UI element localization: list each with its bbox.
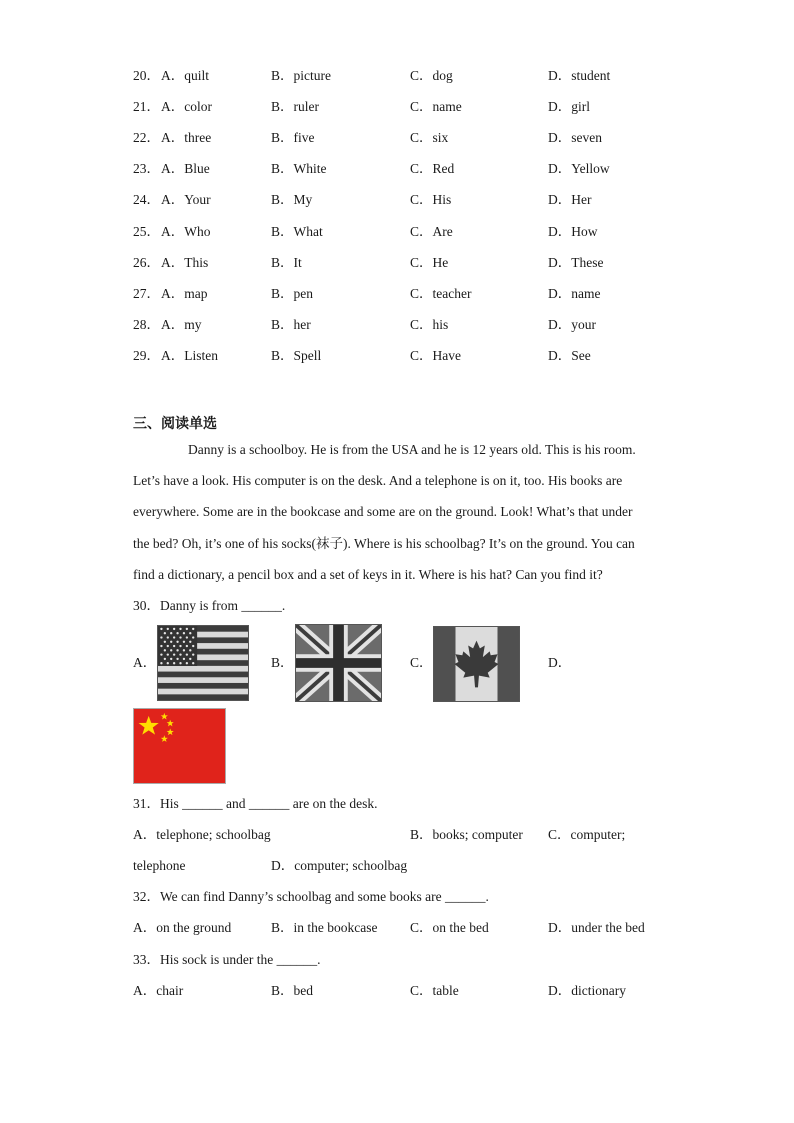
- option-b[interactable]: B．It: [271, 255, 302, 270]
- option-c[interactable]: C．teacher: [410, 286, 472, 301]
- option-label-a[interactable]: A．: [133, 655, 157, 670]
- question-30-stem: 30．Danny is from ______.: [133, 598, 286, 613]
- option-c[interactable]: C．his: [410, 317, 449, 332]
- question-row: [0, 66, 794, 86]
- question-number: 28．: [133, 317, 160, 332]
- question-row: [0, 315, 794, 335]
- option-b[interactable]: B．books; computer: [410, 827, 523, 842]
- question-number: 26．: [133, 255, 160, 270]
- question-number: 25．: [133, 224, 160, 239]
- section-title: 三、阅读单选: [133, 416, 217, 432]
- option-b[interactable]: B．five: [271, 130, 315, 145]
- question-33-options: [0, 981, 794, 1001]
- option-c[interactable]: C．His: [410, 192, 452, 207]
- question-number: 20．: [133, 68, 160, 83]
- option-a[interactable]: A．my: [161, 317, 202, 332]
- passage-line: everywhere. Some are in the bookcase and some are on the ground. Look! What’s that under: [133, 504, 633, 519]
- option-d[interactable]: D．How: [548, 224, 598, 239]
- option-c[interactable]: C．Have: [410, 348, 461, 363]
- option-d[interactable]: D．Her: [548, 192, 592, 207]
- usa-flag-icon[interactable]: [157, 625, 249, 701]
- option-a[interactable]: A．Listen: [161, 348, 218, 363]
- question-31-stem: 31．His ______ and ______ are on the desk.: [133, 796, 378, 811]
- question-number: 22．: [133, 130, 160, 145]
- option-a[interactable]: A．This: [161, 255, 209, 270]
- option-c[interactable]: C．on the bed: [410, 920, 489, 935]
- option-d[interactable]: D．name: [548, 286, 601, 301]
- option-c[interactable]: C．dog: [410, 68, 453, 83]
- option-d[interactable]: D．your: [548, 317, 596, 332]
- option-c-continued[interactable]: telephone: [133, 858, 186, 873]
- option-a[interactable]: A．map: [161, 286, 208, 301]
- question-number: 27．: [133, 286, 160, 301]
- option-b[interactable]: B．in the bookcase: [271, 920, 378, 935]
- option-d[interactable]: D．seven: [548, 130, 602, 145]
- option-c[interactable]: C．table: [410, 983, 459, 998]
- option-c[interactable]: C．He: [410, 255, 449, 270]
- passage-line: find a dictionary, a pencil box and a set of keys in it. Where is his hat? Can you find it?: [133, 567, 603, 582]
- passage-line: Let’s have a look. His computer is on the desk. And a telephone is on it, too. His books are: [133, 473, 623, 488]
- question-row: [0, 346, 794, 366]
- option-a[interactable]: A．telephone; schoolbag: [133, 827, 271, 842]
- option-a[interactable]: A．quilt: [161, 68, 210, 83]
- question-row: [0, 190, 794, 210]
- option-b[interactable]: B．ruler: [271, 99, 319, 114]
- option-b[interactable]: B．bed: [271, 983, 313, 998]
- option-b[interactable]: B．What: [271, 224, 323, 239]
- option-c[interactable]: C．name: [410, 99, 462, 114]
- option-c[interactable]: C．Red: [410, 161, 455, 176]
- option-d[interactable]: D．computer; schoolbag: [271, 858, 408, 873]
- question-row: [0, 97, 794, 117]
- question-row: [0, 159, 794, 179]
- question-33-stem: 33．His sock is under the ______.: [133, 952, 321, 967]
- option-a[interactable]: A．chair: [133, 983, 184, 998]
- option-b[interactable]: B．pen: [271, 286, 313, 301]
- option-c[interactable]: C．computer;: [548, 827, 626, 842]
- option-label-b[interactable]: B．: [271, 655, 294, 670]
- option-d[interactable]: D．These: [548, 255, 604, 270]
- question-row: [0, 253, 794, 273]
- question-number: 24．: [133, 192, 160, 207]
- option-d[interactable]: D．dictionary: [548, 983, 626, 998]
- question-number: 29．: [133, 348, 160, 363]
- option-b[interactable]: B．Spell: [271, 348, 322, 363]
- option-b[interactable]: B．her: [271, 317, 311, 332]
- question-row: [0, 284, 794, 304]
- passage-line: the bed? Oh, it’s one of his socks(袜子). Where is his schoolbag? It’s on the ground. You can: [133, 536, 635, 551]
- question-row: [0, 222, 794, 242]
- option-a[interactable]: A．Your: [161, 192, 211, 207]
- option-b[interactable]: B．My: [271, 192, 313, 207]
- question-number: 21．: [133, 99, 160, 114]
- question-32-stem: 32．We can find Danny’s schoolbag and some books are ______.: [133, 889, 489, 904]
- question-number: 23．: [133, 161, 160, 176]
- question-32-options: [0, 918, 794, 938]
- option-d[interactable]: D．Yellow: [548, 161, 610, 176]
- option-b[interactable]: B．White: [271, 161, 327, 176]
- option-a[interactable]: A．on the ground: [133, 920, 232, 935]
- canada-flag-icon[interactable]: [433, 626, 520, 702]
- option-b[interactable]: B．picture: [271, 68, 331, 83]
- option-c[interactable]: C．Are: [410, 224, 453, 239]
- option-d[interactable]: D．under the bed: [548, 920, 645, 935]
- passage-line: Danny is a schoolboy. He is from the USA and he is 12 years old. This is his room.: [188, 442, 636, 457]
- option-label-d[interactable]: D．: [548, 655, 572, 670]
- option-d[interactable]: D．student: [548, 68, 611, 83]
- option-a[interactable]: A．three: [161, 130, 212, 145]
- uk-flag-icon[interactable]: [295, 624, 382, 702]
- option-c[interactable]: C．six: [410, 130, 449, 145]
- option-a[interactable]: A．Who: [161, 224, 211, 239]
- option-a[interactable]: A．color: [161, 99, 212, 114]
- option-label-c[interactable]: C．: [410, 655, 433, 670]
- china-flag-icon[interactable]: [133, 708, 226, 784]
- question-row: [0, 128, 794, 148]
- option-a[interactable]: A．Blue: [161, 161, 210, 176]
- option-d[interactable]: D．girl: [548, 99, 590, 114]
- option-d[interactable]: D．See: [548, 348, 591, 363]
